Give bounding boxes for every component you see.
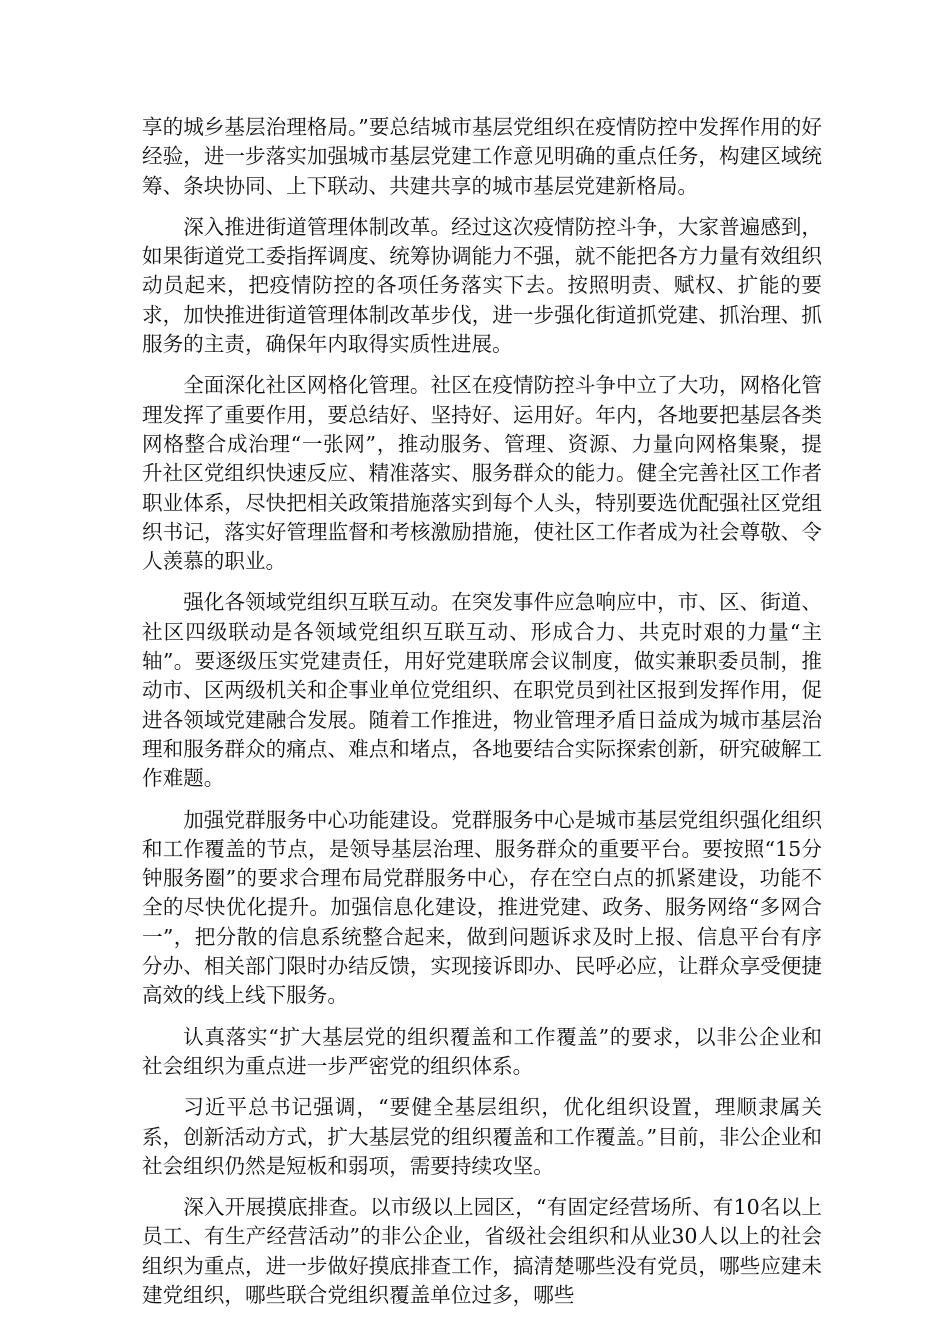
paragraph-8: 深入开展摸底排查。以市级以上园区，“有固定经营场所、有10名以上员工、有生产经营活动”的非公企业，省级社会组织和从业30人以上的社会组织为重点，进一步做好摸底排查工作，搞清楚哪些没有党员，哪些应建未建党组织，哪些联合党组织覆盖单位过多，哪些	[142, 1195, 822, 1307]
paragraph-7: 习近平总书记强调，“要健全基层组织，优化组织设置，理顺隶属关系，创新活动方式，扩大基层党的组织覆盖和工作覆盖。”目前，非公企业和社会组织仍然是短板和弱项，需要持续攻坚。	[142, 1095, 822, 1178]
paragraph-3: 全面深化社区网格化管理。社区在疫情防控斗争中立了大功，网格化管理发挥了重要作用，要总结好、坚持好、运用好。年内，各地要把基层各类网格整合成治理“一张网”，推动服务、管理、资源、力量向网格集聚，提升社区党组织快速反应、精准落实、服务群众的能力。健全完善社区工作者职业体系，尽快把相关政策措施落实到每个人头，特别要选优配强社区党组织书记，落实好管理监督和考核激励措施，使社区工作者成为社会尊敬、令人羡慕的职业。	[142, 373, 822, 574]
paragraph-1: 享的城乡基层治理格局。”要总结城市基层党组织在疫情防控中发挥作用的好经验，进一步落实加强城市基层党建工作意见明确的重点任务，构建区域统筹、条块协同、上下联动、共建共享的城市基层党建新格局。	[142, 115, 822, 198]
paragraph-4: 强化各领域党组织互联互动。在突发事件应急响应中，市、区、街道、社区四级联动是各领域党组织互联互动、形成合力、共克时艰的力量“主轴”。要逐级压实党建责任，用好党建联席会议制度，做实兼职委员制，推动市、区两级机关和企事业单位党组织、在职党员到社区报到发挥作用，促进各领域党建融合发展。随着工作推进，物业管理矛盾日益成为城市基层治理和服务群众的痛点、难点和堵点，各地要结合实际探索创新，研究破解工作难题。	[142, 590, 822, 791]
document-page	[142, 113, 822, 1322]
paragraph-6: 认真落实“扩大基层党的组织覆盖和工作覆盖”的要求，以非公企业和社会组织为重点进一步严密党的组织体系。	[142, 1024, 822, 1078]
paragraph-2: 深入推进街道管理体制改革。经过这次疫情防控斗争，大家普遍感到，如果街道党工委指挥调度、统筹协调能力不强，就不能把各方力量有效组织动员起来，把疫情防控的各项任务落实下去。按照明责、赋权、扩能的要求，加快推进街道管理体制改革步伐，进一步强化街道抓党建、抓治理、抓服务的主责，确保年内取得实质性进展。	[142, 214, 822, 357]
paragraph-5: 加强党群服务中心功能建设。党群服务中心是城市基层党组织强化组织和工作覆盖的节点，是领导基层治理、服务群众的重要平台。要按照“15分钟服务圈”的要求合理布局党群服务中心，存在空白点的抓紧建设，功能不全的尽快优化提升。加强信息化建设，推进党建、政务、服务网络“多网合一”，把分散的信息系统整合起来，做到问题诉求及时上报、信息平台有序分办、相关部门限时办结反馈，实现接诉即办、民呼必应，让群众享受便捷高效的线上线下服务。	[142, 807, 822, 1008]
